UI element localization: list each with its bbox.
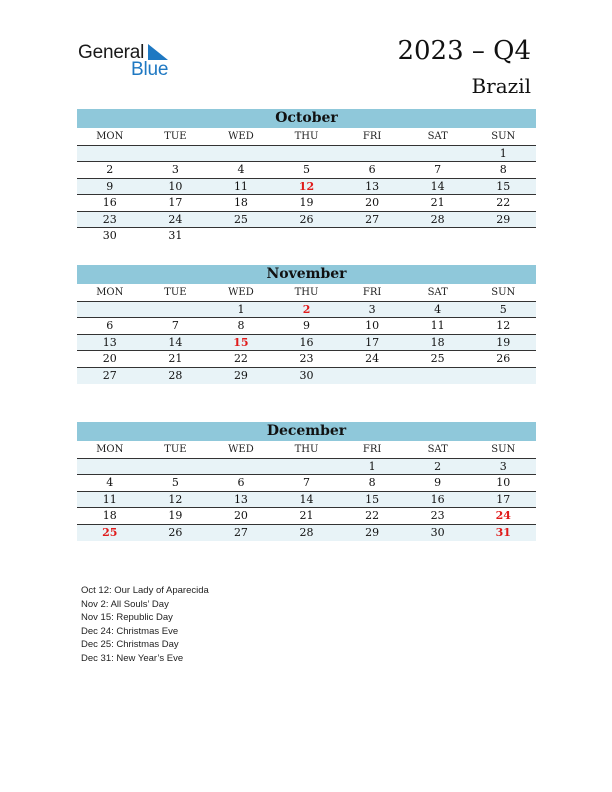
holiday-day-cell: 12: [298, 179, 315, 193]
day-cell: 19: [299, 196, 314, 210]
day-cell: 10: [496, 476, 511, 490]
day-cell: 24: [365, 352, 380, 366]
day-cell: 28: [168, 368, 183, 382]
day-cell: 8: [237, 319, 245, 333]
week-row: [77, 459, 536, 475]
day-cell: [208, 146, 274, 161]
day-cell: 14: [299, 492, 314, 506]
day-cell: 25: [430, 352, 445, 366]
weekday-label: FRI: [362, 131, 382, 142]
day-cell: 13: [365, 179, 380, 193]
day-cell: 13: [233, 492, 248, 506]
week-row: [77, 525, 536, 541]
day-cell: 30: [102, 228, 117, 242]
day-cell: 18: [430, 335, 445, 349]
day-cell: 14: [168, 335, 183, 349]
day-cell: 7: [171, 319, 179, 333]
week-row: [77, 228, 536, 244]
weekday-label: WED: [228, 287, 254, 298]
day-cell: 7: [303, 476, 311, 490]
day-cell: 27: [102, 368, 117, 382]
weekday-label: FRI: [362, 444, 382, 455]
day-cell: [470, 368, 536, 384]
day-cell: 9: [434, 476, 442, 490]
day-cell: 19: [168, 509, 183, 523]
weekday-label: TUE: [164, 444, 187, 455]
day-cell: [77, 146, 143, 161]
day-cell: 31: [168, 228, 183, 242]
weekday-label: MON: [96, 287, 124, 298]
day-cell: [143, 459, 209, 474]
logo-word-general: General: [78, 42, 145, 63]
day-cell: 15: [496, 179, 511, 193]
day-cell: [470, 228, 536, 244]
holiday-list-item: Dec 24: Christmas Eve: [81, 625, 179, 637]
day-cell: 20: [233, 509, 248, 523]
day-cell: 1: [368, 460, 376, 473]
holiday-day-cell: 2: [302, 303, 311, 316]
week-row: [77, 212, 536, 228]
holiday-list-item: Nov 15: Republic Day: [81, 612, 173, 624]
day-cell: 9: [106, 179, 114, 193]
weekday-label: SAT: [427, 131, 448, 142]
week-row: [77, 335, 536, 351]
page-title: 2023 – Q4: [397, 36, 531, 66]
day-cell: 11: [430, 319, 445, 333]
day-cell: 18: [233, 196, 248, 210]
weekday-header-row: [77, 284, 536, 302]
day-cell: 23: [102, 212, 117, 226]
day-cell: 3: [499, 460, 507, 473]
weekday-label: SAT: [427, 444, 448, 455]
day-cell: 20: [102, 352, 117, 366]
weekday-label: SAT: [427, 287, 448, 298]
weekday-label: THU: [294, 131, 319, 142]
day-cell: 27: [233, 525, 248, 539]
day-cell: 10: [365, 319, 380, 333]
day-cell: 10: [168, 179, 183, 193]
day-cell: 1: [499, 147, 507, 160]
week-row: [77, 368, 536, 384]
day-cell: 21: [299, 509, 314, 523]
day-cell: 25: [233, 212, 248, 226]
week-row: [77, 508, 536, 524]
day-cell: 26: [168, 525, 183, 539]
logo: [78, 40, 188, 82]
weekday-label: MON: [96, 444, 124, 455]
weekday-label: SUN: [491, 131, 516, 142]
day-cell: 17: [168, 196, 183, 210]
day-cell: [274, 228, 340, 244]
holiday-day-cell: 24: [495, 509, 511, 523]
day-cell: 9: [303, 319, 311, 333]
day-cell: 12: [168, 492, 183, 506]
weekday-header-row: [77, 128, 536, 146]
day-cell: 29: [365, 525, 380, 539]
day-cell: 8: [499, 163, 507, 177]
day-cell: [77, 302, 143, 317]
day-cell: 6: [368, 163, 376, 177]
day-cell: 4: [237, 163, 245, 177]
weekday-header-row: [77, 441, 536, 459]
weekday-label: MON: [96, 131, 124, 142]
week-row: [77, 179, 536, 195]
day-cell: 11: [102, 492, 117, 506]
day-cell: 2: [106, 163, 114, 177]
day-cell: 20: [365, 196, 380, 210]
logo-triangle-icon: [148, 44, 168, 60]
weekday-label: SUN: [491, 444, 516, 455]
day-cell: 21: [168, 352, 183, 366]
weekday-label: TUE: [164, 287, 187, 298]
weekday-label: FRI: [362, 287, 382, 298]
holiday-list-item: Dec 25: Christmas Day: [81, 639, 179, 651]
day-cell: 17: [496, 492, 511, 506]
day-cell: 22: [233, 352, 248, 366]
weekday-label: THU: [294, 444, 319, 455]
day-cell: 23: [430, 509, 445, 523]
day-cell: 16: [430, 492, 445, 506]
day-cell: 4: [106, 476, 114, 490]
day-cell: 22: [496, 196, 511, 210]
day-cell: 6: [237, 476, 245, 490]
day-cell: [77, 459, 143, 474]
day-cell: 3: [171, 163, 179, 177]
week-row: [77, 195, 536, 211]
day-cell: [274, 459, 340, 474]
holiday-day-cell: 25: [102, 525, 118, 539]
month-title: November: [77, 265, 536, 284]
day-cell: 6: [106, 319, 114, 333]
month-october: [77, 109, 536, 244]
week-row: [77, 146, 536, 162]
day-cell: 28: [430, 212, 445, 226]
day-cell: 16: [299, 335, 314, 349]
day-cell: [274, 146, 340, 161]
month-november: [77, 265, 536, 384]
day-cell: 3: [368, 303, 376, 316]
day-cell: 2: [434, 460, 442, 473]
day-cell: 29: [496, 212, 511, 226]
day-cell: [143, 146, 209, 161]
day-cell: [208, 459, 274, 474]
day-cell: [405, 368, 471, 384]
month-weeks: [77, 459, 536, 541]
day-cell: 30: [430, 525, 445, 539]
day-cell: [405, 146, 471, 161]
logo-word-blue: Blue: [131, 59, 169, 80]
day-cell: [405, 228, 471, 244]
day-cell: [339, 368, 405, 384]
day-cell: [339, 228, 405, 244]
country-name: Brazil: [471, 74, 531, 98]
week-row: [77, 318, 536, 334]
holiday-list-item: Nov 2: All Souls’ Day: [81, 598, 169, 610]
day-cell: [208, 228, 274, 244]
week-row: [77, 162, 536, 178]
day-cell: 12: [496, 319, 511, 333]
day-cell: 22: [365, 509, 380, 523]
day-cell: 23: [299, 352, 314, 366]
day-cell: 15: [365, 492, 380, 506]
week-row: [77, 492, 536, 508]
weekday-label: WED: [228, 131, 254, 142]
weekday-label: WED: [228, 444, 254, 455]
day-cell: 18: [102, 509, 117, 523]
day-cell: 16: [102, 196, 117, 210]
holiday-day-cell: 15: [233, 335, 249, 349]
month-weeks: [77, 302, 536, 384]
day-cell: 19: [496, 335, 511, 349]
day-cell: 5: [171, 476, 179, 490]
day-cell: 28: [299, 525, 314, 539]
month-title: October: [77, 109, 536, 128]
day-cell: 30: [299, 368, 314, 382]
day-cell: 17: [365, 335, 380, 349]
month-title: December: [77, 422, 536, 441]
day-cell: 26: [299, 212, 314, 226]
month-weeks: [77, 146, 536, 244]
day-cell: 29: [233, 368, 248, 382]
holiday-day-cell: 31: [495, 525, 511, 539]
day-cell: 13: [102, 335, 117, 349]
day-cell: [143, 302, 209, 317]
day-cell: 8: [368, 476, 376, 490]
day-cell: 5: [499, 303, 507, 316]
weekday-label: THU: [294, 287, 319, 298]
day-cell: 5: [303, 163, 311, 177]
week-row: [77, 475, 536, 491]
holiday-list-item: Oct 12: Our Lady of Aparecida: [81, 585, 209, 596]
day-cell: 21: [430, 196, 445, 210]
week-row: [77, 302, 536, 318]
day-cell: 14: [430, 179, 445, 193]
week-row: [77, 351, 536, 367]
holiday-list-item: Dec 31: New Year’s Eve: [81, 652, 184, 664]
day-cell: 7: [434, 163, 442, 177]
day-cell: 4: [434, 303, 442, 316]
day-cell: 1: [237, 303, 245, 316]
month-december: [77, 422, 536, 541]
weekday-label: SUN: [491, 287, 516, 298]
weekday-label: TUE: [164, 131, 187, 142]
day-cell: 24: [168, 212, 183, 226]
day-cell: 26: [496, 352, 511, 366]
day-cell: 27: [365, 212, 380, 226]
day-cell: [339, 146, 405, 161]
day-cell: 11: [233, 179, 248, 193]
holiday-list: [81, 584, 209, 666]
